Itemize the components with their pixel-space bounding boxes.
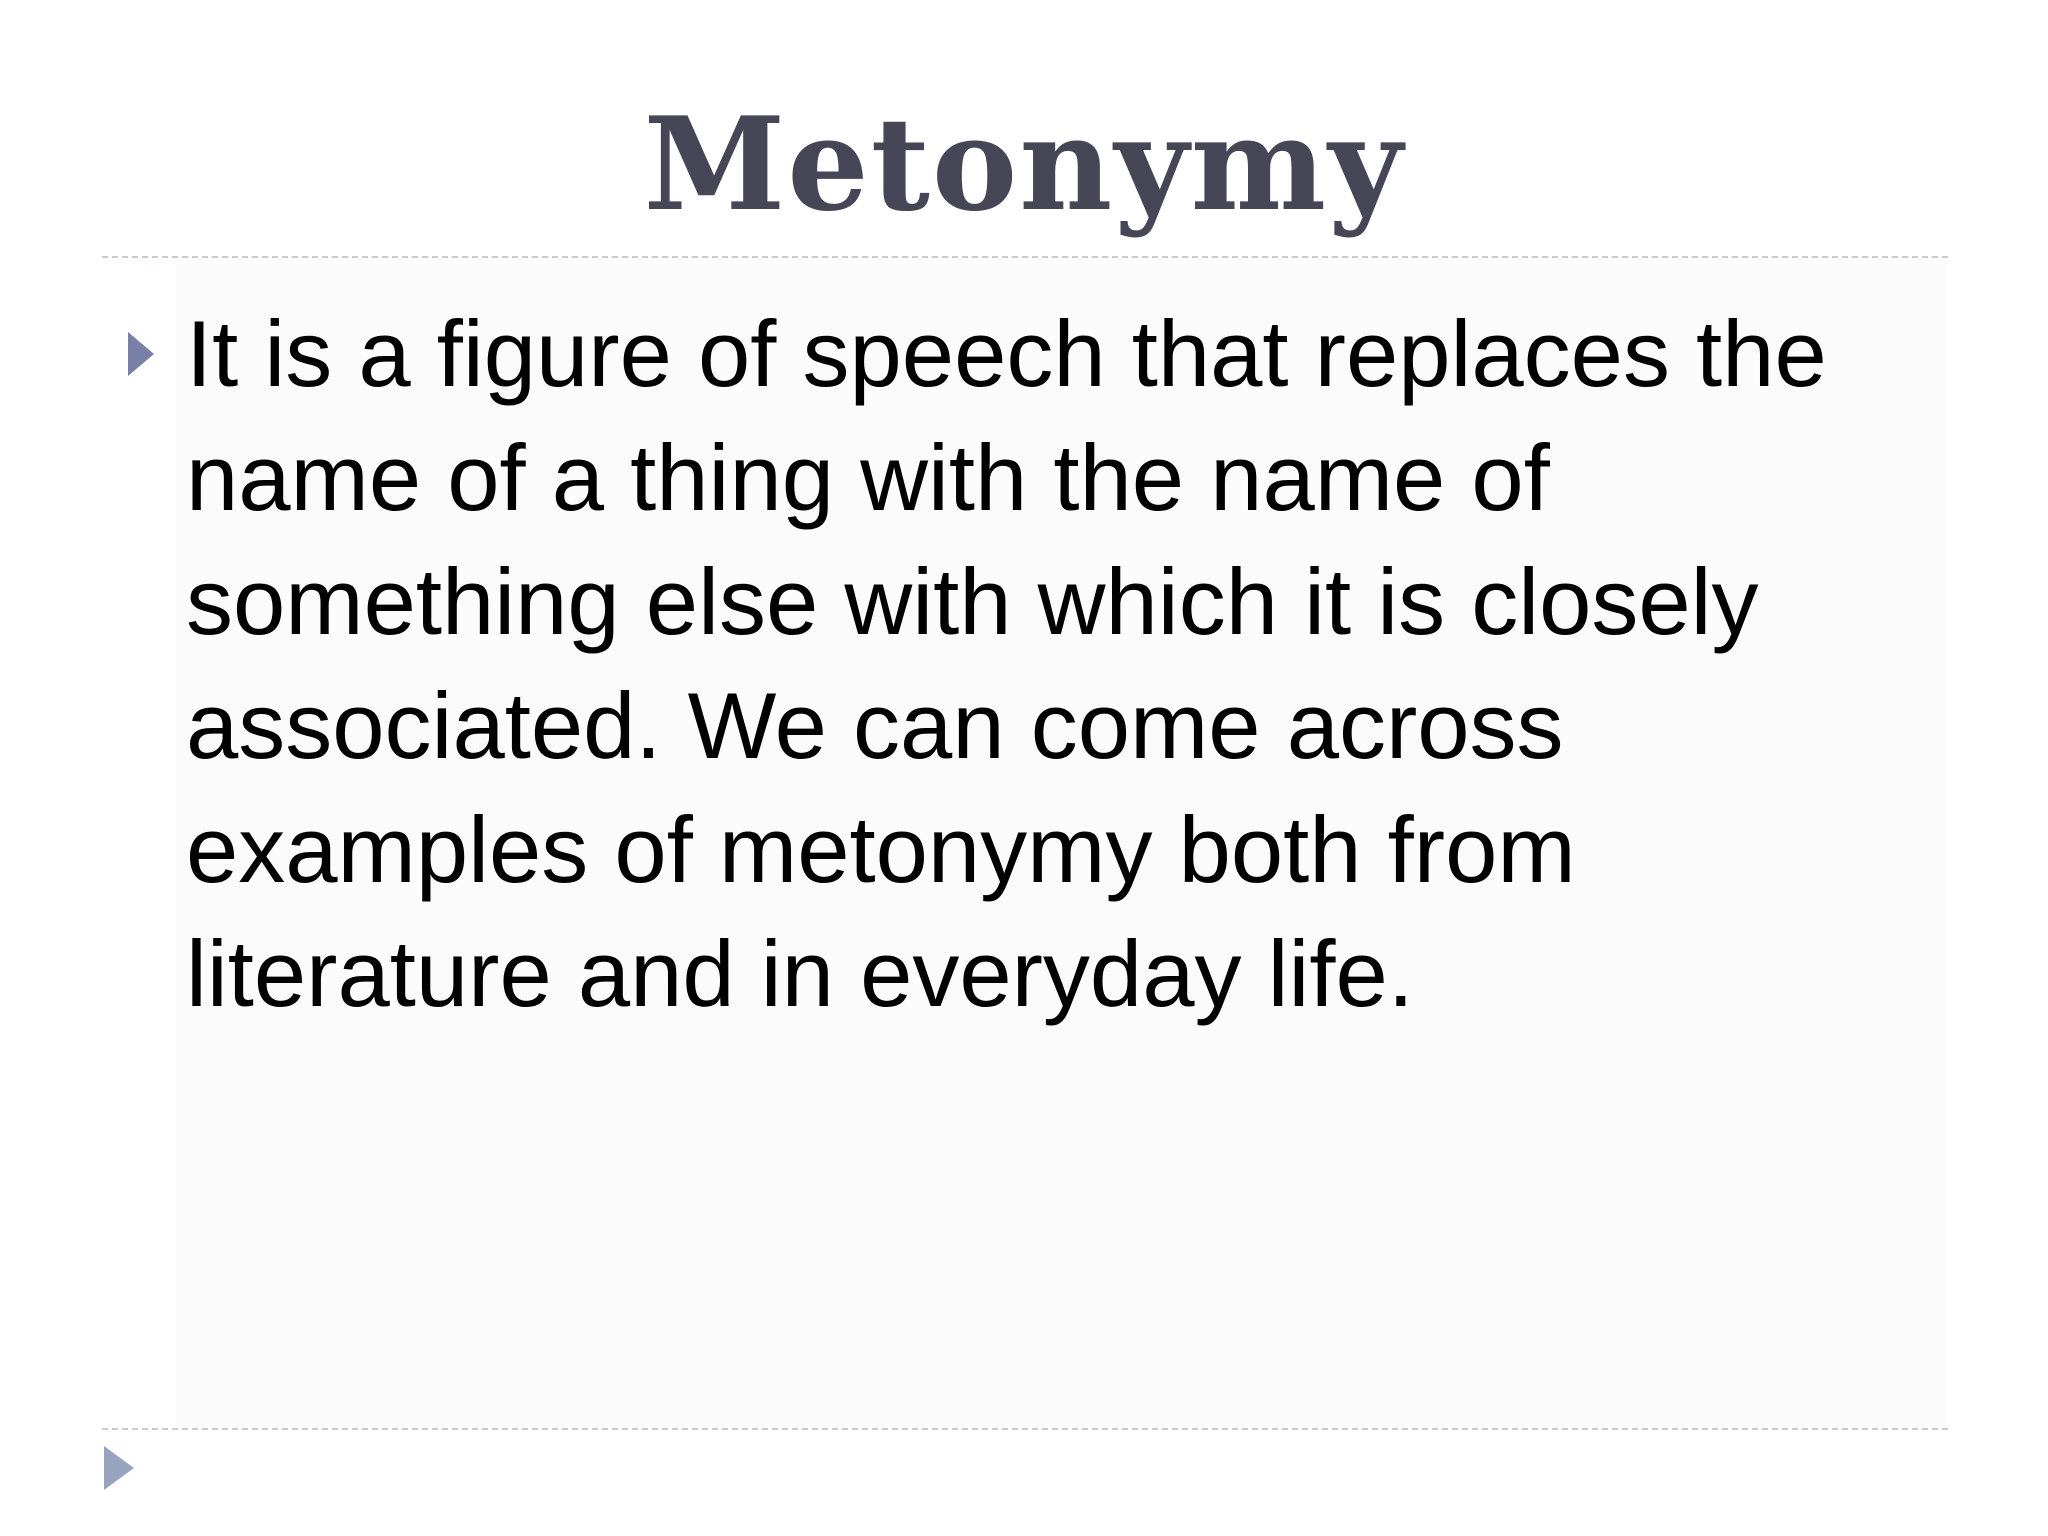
next-slide-arrow-icon[interactable] bbox=[104, 1446, 134, 1490]
triangle-bullet-icon bbox=[128, 332, 154, 376]
bullet-text: It is a figure of speech that replaces the name of a thing with the name of something else with which it is closely associated. We can come across examples of metonymy both from literature and in everyday life. bbox=[186, 301, 1827, 1026]
title-divider bbox=[102, 256, 1948, 258]
slide-title: Metonymy bbox=[643, 90, 1405, 240]
footer-divider bbox=[102, 1428, 1948, 1430]
